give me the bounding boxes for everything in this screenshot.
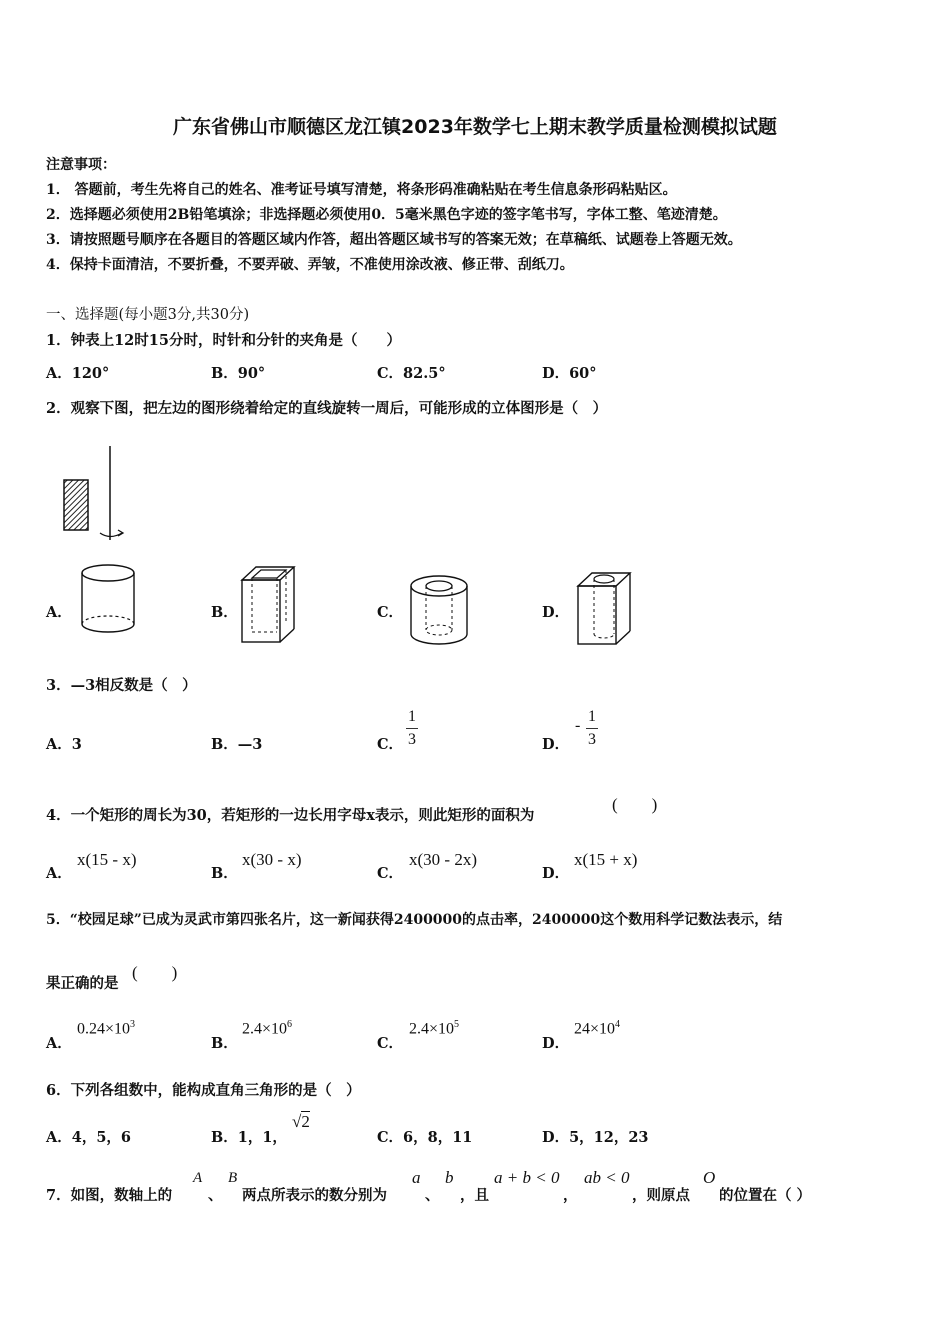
q7-part5: 的位置在（ ） <box>719 1187 812 1204</box>
q6-option-d[interactable]: D．5，12，23 <box>542 1129 649 1146</box>
q3-option-a[interactable]: A．3 <box>46 736 82 753</box>
q7-sep1: 、 <box>208 1187 223 1204</box>
question-1-stem: 1．钟表上12时15分时，时针和分针的夹角是（ ） <box>46 332 401 349</box>
q3-option-d-label[interactable]: D． <box>542 736 570 753</box>
q2-option-d[interactable]: D． <box>542 604 570 621</box>
hollow-cylinder-icon <box>407 572 473 648</box>
q1-option-d[interactable]: D．60° <box>542 365 597 382</box>
question-7-part1: 7．如图，数轴上的 <box>46 1187 173 1204</box>
q1-option-c[interactable]: C．82.5° <box>377 365 446 382</box>
q1-option-b[interactable]: B．90° <box>211 365 266 382</box>
q5-option-b-expr: $2.4\times 10^6$ <box>242 1019 293 1038</box>
q6-option-c[interactable]: C．6，8，11 <box>377 1129 473 1146</box>
section-heading: 一、选择题(每小题3分,共30分) <box>46 307 250 323</box>
q7-point-b: B <box>228 1170 238 1186</box>
q4-option-c-expr: x(30 - 2x) <box>409 850 477 869</box>
rotation-figure <box>50 440 140 550</box>
question-6-stem: 6．下列各组数中，能构成直角三角形的是（ ） <box>46 1082 361 1099</box>
q7-var-b: b <box>445 1168 454 1187</box>
q7-part3: ，且 <box>460 1187 489 1204</box>
q4-option-b-label[interactable]: B． <box>211 865 238 882</box>
q7-condition-1: a + b < 0 <box>494 1168 560 1187</box>
q7-sep3: ， <box>563 1187 578 1204</box>
q4-option-a-expr: x(15 - x) <box>77 850 137 869</box>
q4-option-b-expr: x(30 - x) <box>242 850 302 869</box>
q5-option-d-expr: $24\times 10^4$ <box>574 1019 621 1038</box>
q4-option-d-label[interactable]: D． <box>542 865 570 882</box>
q2-option-c[interactable]: C． <box>377 604 404 621</box>
q7-part4: ，则原点 <box>632 1187 690 1204</box>
hollow-box-icon <box>236 562 300 648</box>
page-title: 广东省佛山市顺德区龙江镇2023年数学七上期末教学质量检测模拟试题 <box>173 116 777 138</box>
q4-answer-paren: ( ) <box>612 795 658 814</box>
question-2-stem: 2．观察下图，把左边的图形绕着给定的直线旋转一周后，可能形成的立体图形是（ ） <box>46 400 608 417</box>
q5-option-b-label[interactable]: B． <box>211 1035 238 1052</box>
q5-answer-paren: ( ) <box>132 963 178 982</box>
q7-origin-o: O <box>703 1168 716 1187</box>
q3-option-b[interactable]: B．—3 <box>211 736 263 753</box>
q6-option-a[interactable]: A．4，5，6 <box>46 1129 132 1146</box>
q4-option-d-expr: x(15 + x) <box>574 850 638 869</box>
box-with-cylinder-hole-icon <box>572 568 636 650</box>
q7-sep2: 、 <box>425 1187 440 1204</box>
q5-option-c-label[interactable]: C． <box>377 1035 404 1052</box>
q6-option-b-sqrt: √2 <box>292 1112 310 1131</box>
note-item: 2．选择题必须使用2B铅笔填涂；非选择题必须使用0．5毫米黑色字迹的签字笔书写，字体工整、笔迹清楚。 <box>46 207 727 223</box>
question-5-stem-line1: 5．“校园足球”已成为灵武市第四张名片，这一新闻获得2400000的点击率，2400000这个数用科学记数法表示，结 <box>46 912 783 928</box>
q4-option-c-label[interactable]: C． <box>377 865 404 882</box>
question-4-stem: 4．一个矩形的周长为30，若矩形的一边长用字母x表示，则此矩形的面积为 <box>46 807 535 824</box>
question-3-stem: 3．—3相反数是（ ） <box>46 677 197 694</box>
note-item: 1． 答题前，考生先将自己的姓名、准考证号填写清楚，将条形码准确粘贴在考生信息条形码粘贴区。 <box>46 182 677 198</box>
q3-option-d-fraction: 1 3 <box>588 708 596 748</box>
q5-option-d-label[interactable]: D． <box>542 1035 570 1052</box>
q1-option-a[interactable]: A．120° <box>46 365 110 382</box>
q4-option-a-label[interactable]: A． <box>46 865 72 882</box>
q5-option-c-expr: $2.4\times 10^5$ <box>409 1019 460 1038</box>
question-5-stem-line2: 果正确的是 <box>46 975 119 992</box>
q2-option-a[interactable]: A． <box>46 604 72 621</box>
q7-point-a: A <box>193 1170 203 1186</box>
q5-option-a-expr: $0.24\times 10^3$ <box>77 1019 136 1038</box>
notes-heading: 注意事项： <box>46 157 116 173</box>
note-item: 4．保持卡面清洁，不要折叠，不要弄破、弄皱，不准使用涂改液、修正带、刮纸刀。 <box>46 257 574 273</box>
q5-option-a-label[interactable]: A． <box>46 1035 72 1052</box>
q3-option-d-sign: - <box>575 717 581 734</box>
q7-condition-2: ab < 0 <box>584 1168 630 1187</box>
note-item: 3．请按照题号顺序在各题目的答题区域内作答，超出答题区域书写的答案无效；在草稿纸、试题卷上答题无效。 <box>46 232 742 248</box>
q6-option-b[interactable]: B．1，1， <box>211 1129 287 1146</box>
cylinder-icon <box>78 562 140 637</box>
q7-var-a: a <box>412 1168 421 1187</box>
q7-part2: 两点所表示的数分别为 <box>242 1187 387 1204</box>
q3-option-c-label[interactable]: C． <box>377 736 404 753</box>
q3-option-c-fraction: 1 3 <box>408 708 416 748</box>
q2-option-b[interactable]: B． <box>211 604 238 621</box>
